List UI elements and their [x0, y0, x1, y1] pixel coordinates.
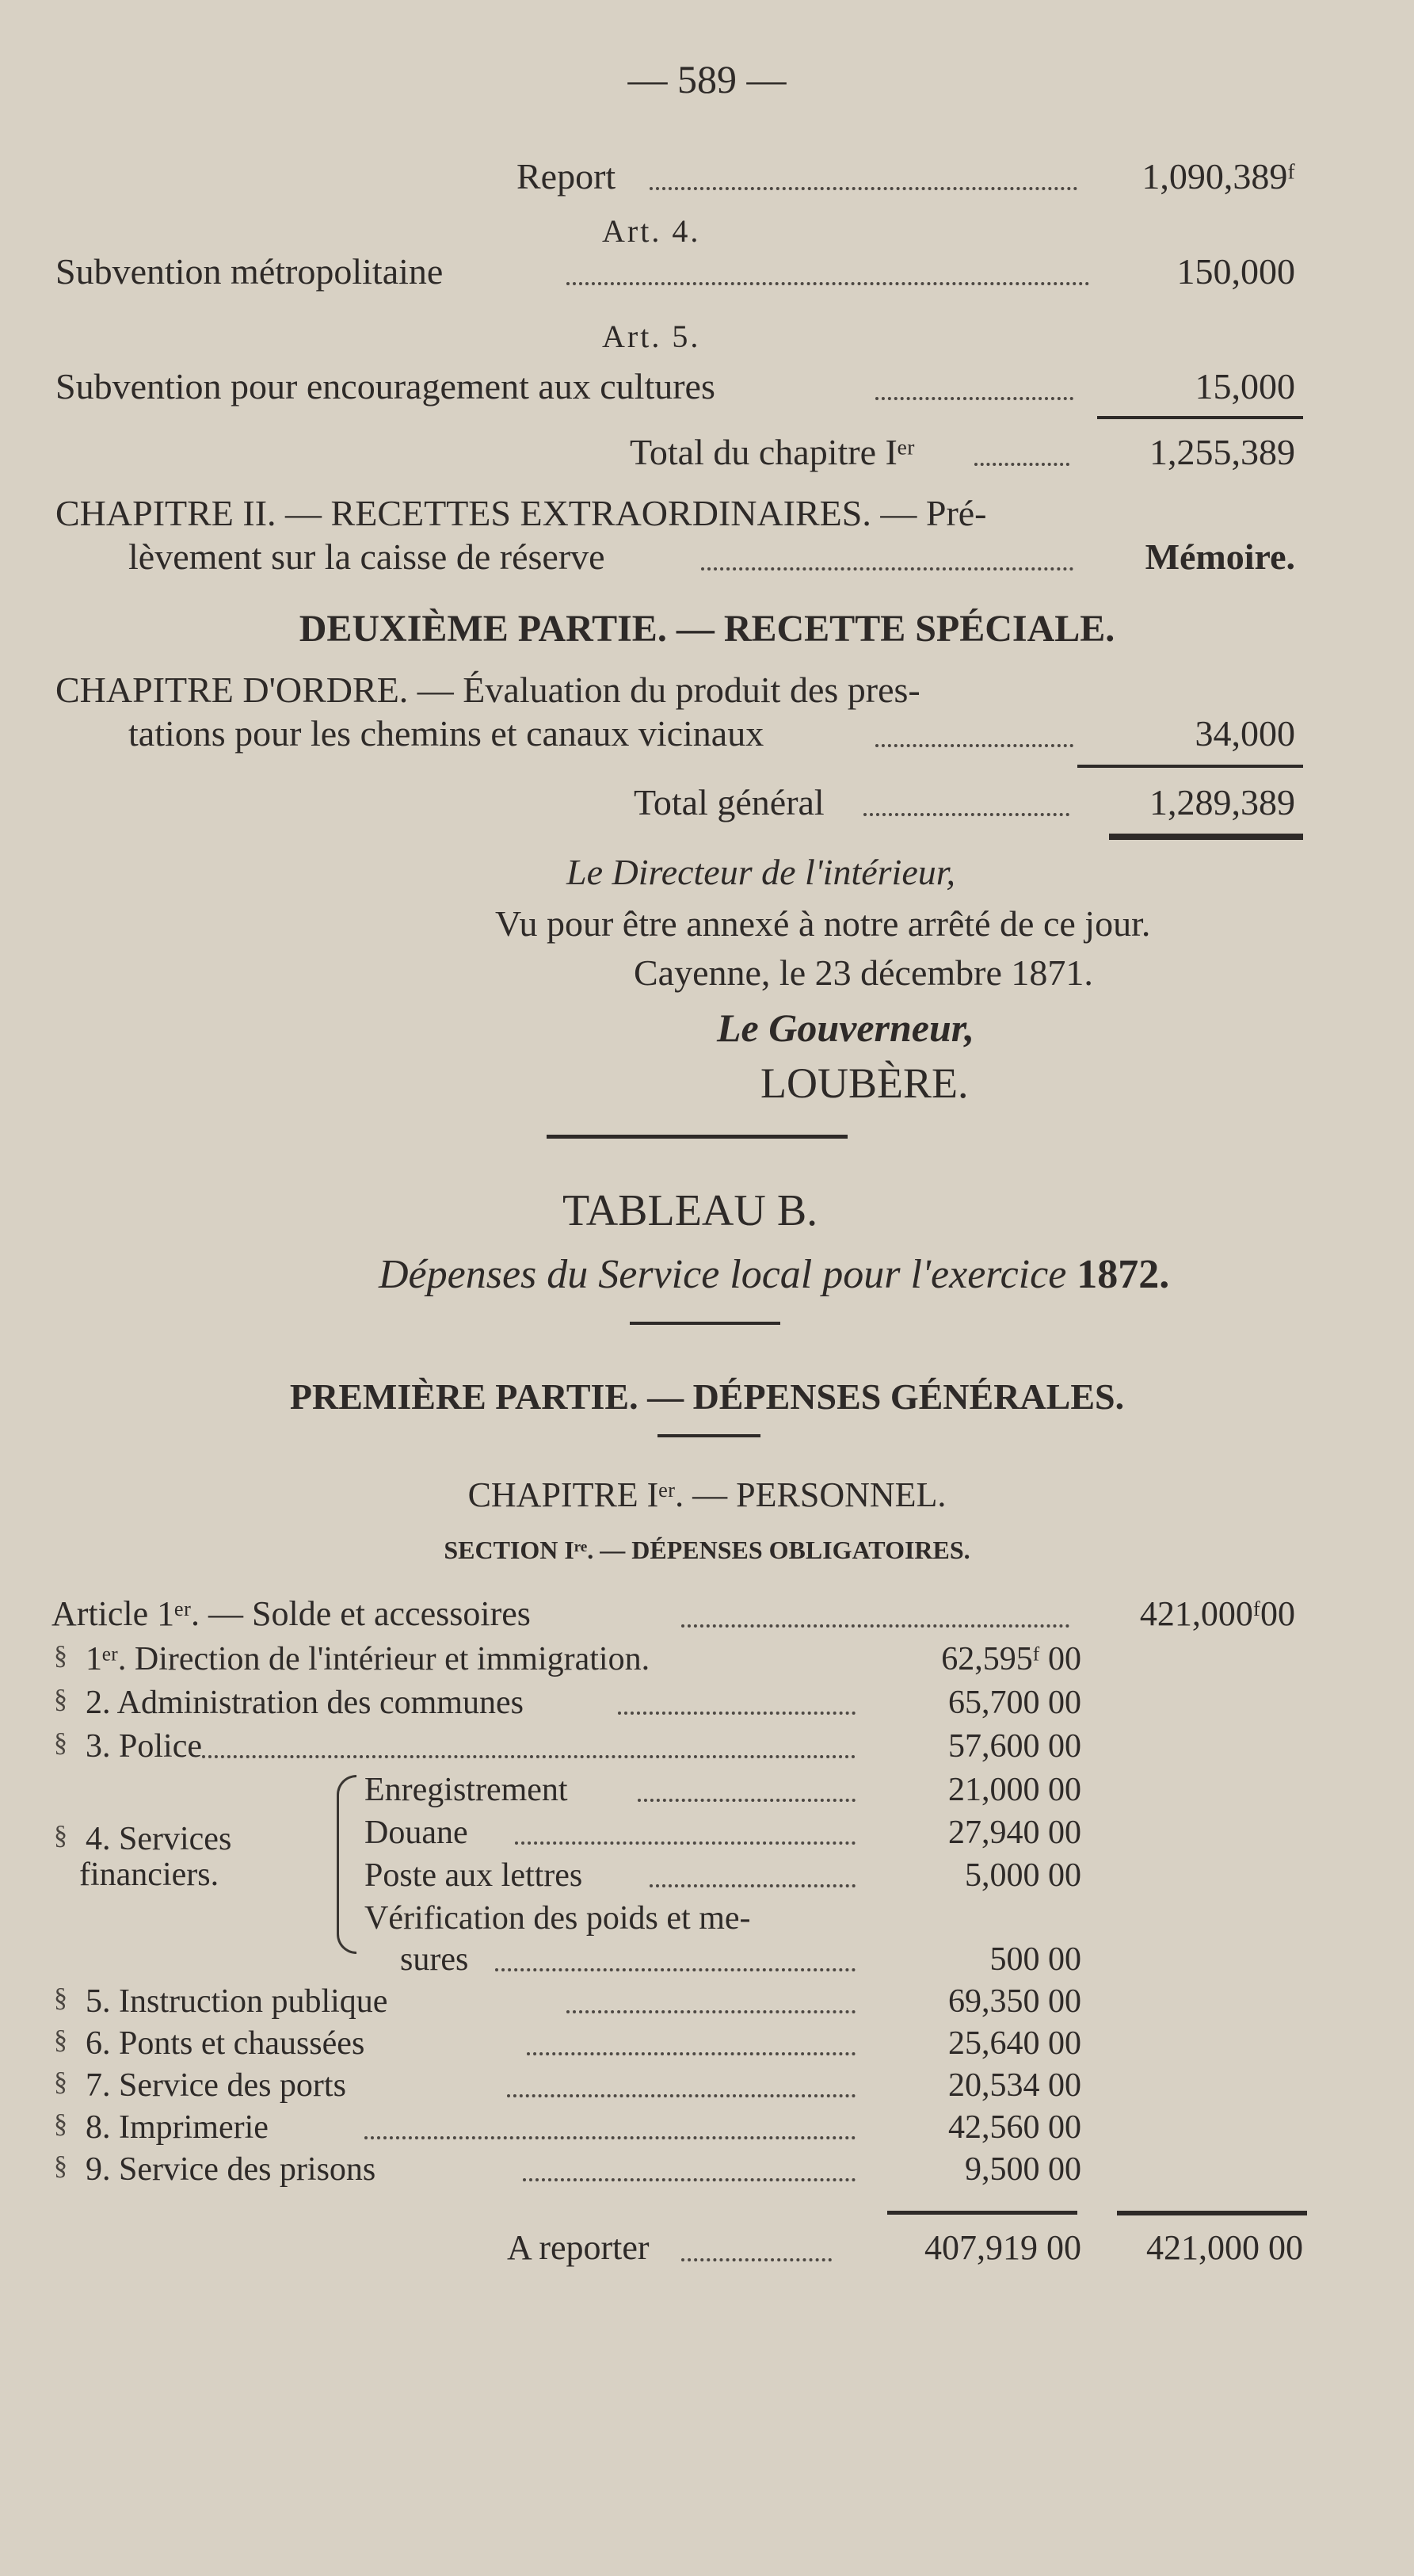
section-mark-icon: §: [54, 1983, 67, 2013]
item-value: 65,700 00: [948, 1685, 1081, 1721]
report-value: 1,090,389ᶠ: [1141, 156, 1295, 197]
tableau-title: TABLEAU B.: [562, 1186, 818, 1235]
chap1-heading: CHAPITRE Iᵉʳ. — PERSONNEL.: [467, 1475, 947, 1514]
item-value: 69,350 00: [948, 1983, 1081, 2020]
item-value: 62,595ᶠ 00: [941, 1641, 1081, 1677]
governor-title: Le Gouverneur,: [717, 1006, 974, 1050]
leader-dots: [638, 1799, 856, 1802]
leader-dots: [495, 1968, 856, 1971]
section-mark-icon: §: [54, 2151, 67, 2181]
leader-dots: [618, 1712, 856, 1715]
leader-dots: [650, 1884, 856, 1887]
item-label: 2. Administration des communes: [86, 1685, 524, 1721]
item-value: 42,560 00: [948, 2109, 1081, 2146]
item-label: 9. Service des prisons: [86, 2151, 376, 2188]
sf-item-label: Douane: [364, 1815, 468, 1851]
item-value: 57,600 00: [948, 1728, 1081, 1765]
leader-dots: [701, 567, 1073, 571]
total-chap1-value: 1,255,389: [1149, 432, 1295, 472]
leader-dots: [364, 2136, 856, 2139]
item-label: 8. Imprimerie: [86, 2109, 269, 2146]
item-label: 5. Instruction publique: [86, 1983, 388, 2020]
services-label-line1: 4. Services: [86, 1821, 232, 1857]
tableau-year: 1872.: [1077, 1252, 1170, 1297]
leader-dots: [650, 187, 1077, 190]
art4-heading: Art. 4.: [602, 213, 701, 249]
sum-rule: [1117, 2211, 1307, 2215]
section-mark-icon: §: [54, 1685, 67, 1714]
services-label-line2: financiers.: [79, 1857, 219, 1893]
sum-rule: [1077, 765, 1303, 768]
total-general-value: 1,289,389: [1149, 782, 1295, 822]
art5-value: 15,000: [1195, 366, 1295, 406]
double-rule: [1109, 834, 1303, 840]
a-reporter-label: A reporter: [507, 2228, 650, 2267]
item-value: 25,640 00: [948, 2025, 1081, 2062]
part1-heading: PREMIÈRE PARTIE. — DÉPENSES GÉNÉRALES.: [289, 1376, 1125, 1417]
sf-item-label: Poste aux lettres: [364, 1857, 583, 1894]
section-mark-icon: §: [54, 2109, 67, 2139]
total-general-label: Total général: [634, 782, 825, 822]
art4-value: 150,000: [1176, 251, 1295, 292]
leader-dots: [527, 2052, 856, 2055]
sum-rule: [887, 2211, 1077, 2215]
leader-dots: [681, 2258, 832, 2261]
sf-item-value: 5,000 00: [965, 1857, 1081, 1894]
article1-value: 421,000ᶠ00: [1139, 1594, 1295, 1633]
leader-dots: [566, 282, 1089, 285]
chap2-line1: CHAPITRE II. — RECETTES EXTRAORDINAIRES. — Pré-: [55, 493, 987, 533]
chap2-value: Mémoire.: [1145, 536, 1295, 577]
article1-label: Article 1ᵉʳ. — Solde et accessoires: [51, 1594, 531, 1633]
chap2-line2: lèvement sur la caisse de réserve: [128, 536, 605, 577]
part2-value: 34,000: [1195, 713, 1295, 754]
art5-label: Subvention pour encouragement aux cultures: [55, 366, 715, 406]
tableau-subtitle: [379, 1254, 1169, 1296]
separator-rule: [630, 1322, 780, 1325]
leader-dots: [202, 1755, 856, 1758]
part2-line1: CHAPITRE D'ORDRE. — Évaluation du produit des pres-: [55, 670, 920, 710]
a-reporter-value2: 421,000 00: [1146, 2228, 1303, 2267]
report-label: Report: [516, 156, 616, 197]
total-chap1-label: Total du chapitre Iᵉʳ: [630, 432, 915, 472]
sf-item-label: Enregistrement: [364, 1772, 568, 1808]
section-mark-icon: §: [54, 2067, 67, 2097]
sf-item-value: 27,940 00: [948, 1815, 1081, 1851]
section1-heading: SECTION Iʳᵉ. — DÉPENSES OBLIGATOIRES.: [444, 1536, 970, 1564]
item-label: 7. Service des ports: [86, 2067, 346, 2104]
leader-dots: [523, 2178, 856, 2181]
leader-dots: [507, 2094, 856, 2097]
brace: [337, 1775, 356, 1954]
art5-heading: Art. 5.: [602, 319, 701, 354]
item-label: 6. Ponts et chaussées: [86, 2025, 365, 2062]
leader-dots: [681, 1624, 1069, 1628]
section-mark-icon: §: [54, 1728, 67, 1757]
item-value: 9,500 00: [965, 2151, 1081, 2188]
sf-item-value: 21,000 00: [948, 1772, 1081, 1808]
leader-dots: [974, 463, 1069, 466]
section-mark-icon: §: [54, 2025, 67, 2055]
sum-rule: [1097, 416, 1303, 419]
item-label: 3. Police: [86, 1728, 202, 1765]
part2-heading: DEUXIÈME PARTIE. — RECETTE SPÉCIALE.: [299, 608, 1115, 650]
vu-line: Vu pour être annexé à notre arrêté de ce jour.: [495, 903, 1151, 944]
separator-rule: [547, 1135, 848, 1139]
section-mark-icon: §: [54, 1641, 67, 1670]
item-value: 20,534 00: [948, 2067, 1081, 2104]
art4-label: Subvention métropolitaine: [55, 251, 444, 292]
sf-item-label: Vérification des poids et me-: [364, 1900, 751, 1937]
leader-dots: [515, 1841, 856, 1845]
leader-dots: [863, 813, 1069, 816]
governor-name: LOUBÈRE.: [760, 1059, 969, 1107]
item-label: 1ᵉʳ. Direction de l'intérieur et immigration.: [86, 1641, 650, 1677]
leader-dots: [875, 744, 1073, 747]
director-line: Le Directeur de l'intérieur,: [566, 852, 956, 892]
sf-item-value: 500 00: [989, 1941, 1081, 1978]
tableau-subtitle-text: Dépenses du Service local pour l'exercice: [379, 1252, 1067, 1297]
part2-line2: tations pour les chemins et canaux vicinaux: [128, 713, 764, 754]
place-date-line: Cayenne, le 23 décembre 1871.: [634, 952, 1093, 993]
section-mark-icon: §: [54, 1821, 67, 1850]
page-number: — 589 —: [627, 57, 787, 101]
leader-dots: [875, 397, 1073, 400]
sf-item-label-cont: sures: [400, 1941, 469, 1978]
separator-rule: [657, 1434, 760, 1437]
a-reporter-value1: 407,919 00: [924, 2228, 1081, 2267]
leader-dots: [566, 2010, 856, 2013]
